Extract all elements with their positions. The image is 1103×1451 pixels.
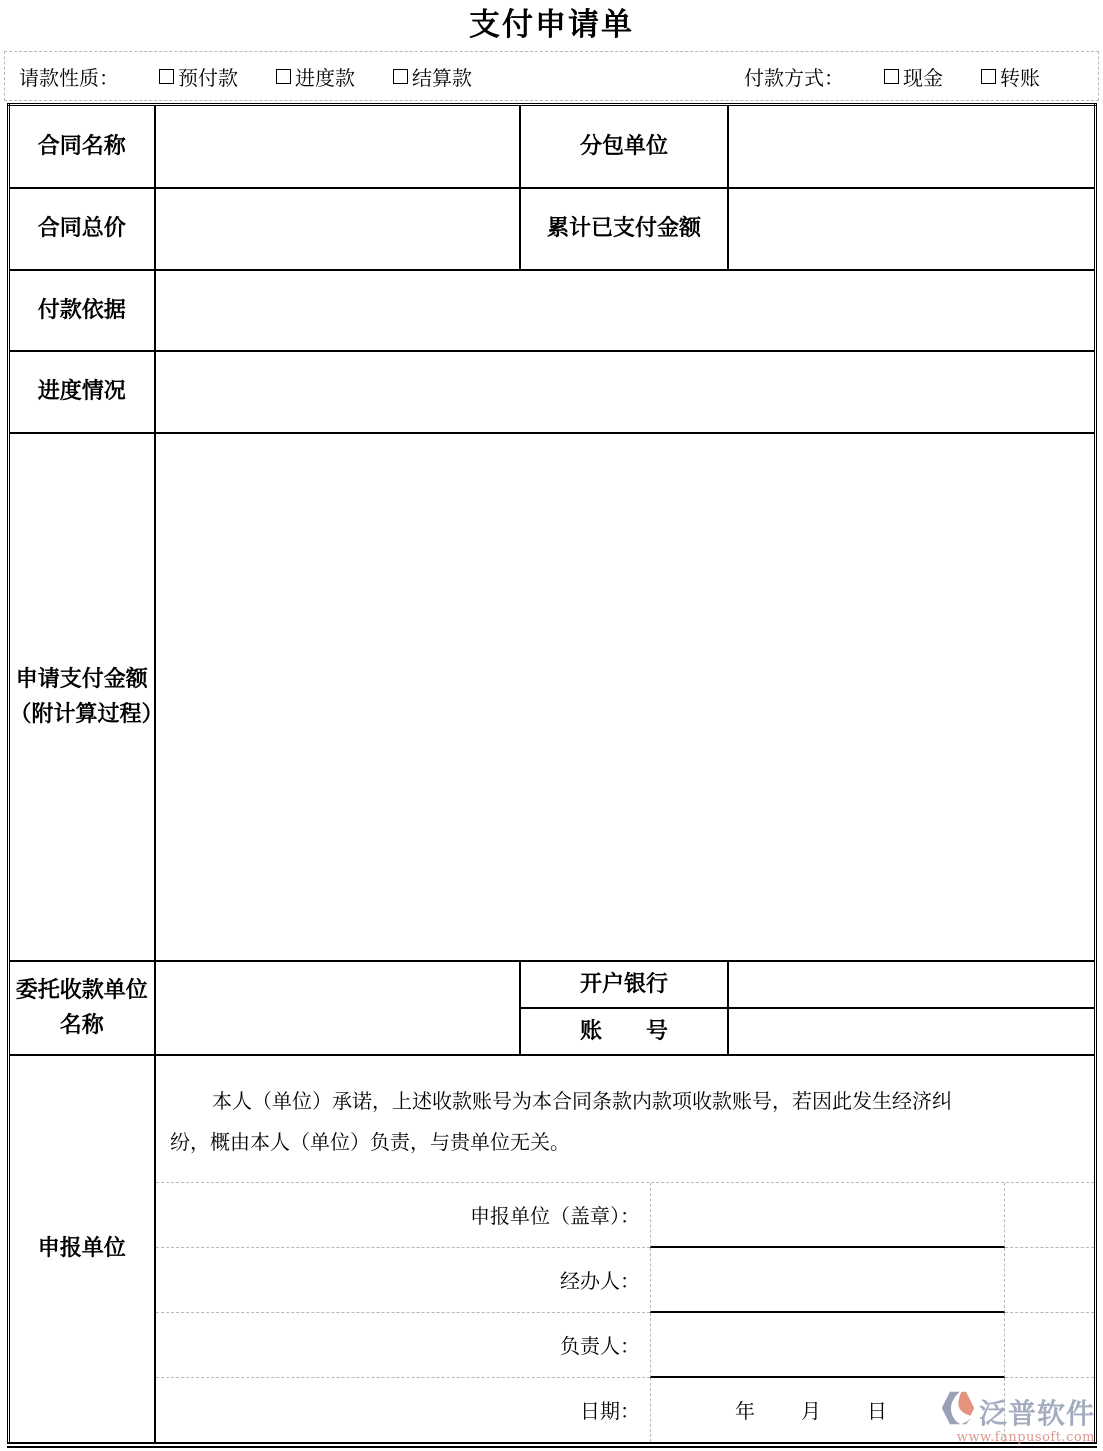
- date-label: 日期：: [580, 1399, 640, 1423]
- table-row: [8, 270, 1095, 351]
- requested-amount-field[interactable]: [155, 433, 1095, 961]
- payment-nature-label: 请款性质：: [19, 65, 119, 90]
- handler-row: [156, 1248, 1094, 1313]
- fanpu-hexagon-icon: [940, 1390, 976, 1430]
- declaring-unit-label: 申报单位: [8, 1055, 155, 1445]
- payment-basis-field[interactable]: [155, 270, 1095, 351]
- stamp-signature-line[interactable]: [650, 1183, 1005, 1248]
- fanpu-logo: [940, 1390, 1095, 1446]
- checkbox-header-row: [4, 51, 1099, 101]
- commitment-statement: 本人（单位）承诺，上述收款账号为本合同条款内款项收款账号，若因此发生经济纠纷，概由本人（单位）负责，与贵单位无关。: [156, 1056, 1094, 1183]
- contract-name-label: 合同名称: [8, 105, 155, 188]
- responsible-label: 负责人：: [156, 1313, 650, 1378]
- table-row: [8, 351, 1095, 433]
- checkbox-transfer-label: 转账: [1000, 65, 1040, 90]
- paid-to-date-label: 累计已支付金额: [520, 188, 728, 270]
- checkbox-cash-icon[interactable]: [884, 69, 899, 84]
- account-number-field[interactable]: [728, 1008, 1095, 1055]
- fanpu-logo-name: 泛普软件: [978, 1397, 1095, 1430]
- day-label: 日: [867, 1399, 887, 1423]
- fanpu-logo-top: [940, 1390, 1095, 1430]
- year-label: 年: [735, 1399, 755, 1423]
- payee-unit-label: 委托收款单位名称: [8, 961, 155, 1055]
- declaration-cell: [155, 1055, 1095, 1445]
- checkbox-transfer-icon[interactable]: [981, 69, 996, 84]
- checkbox-prepayment-icon[interactable]: [159, 69, 174, 84]
- handler-label: 经办人：: [156, 1248, 650, 1313]
- page-title: 支付申请单: [469, 7, 634, 43]
- subcontractor-field[interactable]: [728, 105, 1095, 188]
- checkbox-item-progress-payment[interactable]: [276, 62, 355, 91]
- stamp-label: 申报单位（盖章）：: [156, 1183, 650, 1248]
- subcontractor-label: 分包单位: [520, 105, 728, 188]
- paid-to-date-field[interactable]: [728, 188, 1095, 270]
- table-row: [8, 188, 1095, 270]
- stamp-row: [156, 1183, 1094, 1248]
- progress-status-field[interactable]: [155, 351, 1095, 433]
- payment-method-label: 付款方式：: [744, 65, 844, 90]
- requested-amount-label: 申请支付金额（附计算过程）: [8, 433, 155, 961]
- bank-field[interactable]: [728, 961, 1095, 1008]
- handler-row-spacer: [1005, 1248, 1094, 1313]
- checkbox-settlement-payment-label: 结算款: [412, 65, 472, 90]
- checkbox-item-transfer[interactable]: [981, 62, 1040, 91]
- contract-name-field[interactable]: [155, 105, 520, 188]
- responsible-row: [156, 1313, 1094, 1378]
- responsible-row-spacer: [1005, 1313, 1094, 1378]
- handler-signature-line[interactable]: [650, 1248, 1005, 1313]
- checkbox-progress-payment-icon[interactable]: [276, 69, 291, 84]
- payment-nature-group: [19, 62, 472, 91]
- contract-total-field[interactable]: [155, 188, 520, 270]
- account-number-label: 账 号: [520, 1008, 728, 1055]
- responsible-signature-line[interactable]: [650, 1313, 1005, 1378]
- checkbox-item-cash[interactable]: [884, 62, 943, 91]
- stamp-row-spacer: [1005, 1183, 1094, 1248]
- checkbox-progress-payment-label: 进度款: [295, 65, 355, 90]
- bank-label: 开户银行: [520, 961, 728, 1008]
- contract-total-label: 合同总价: [8, 188, 155, 270]
- table-row: [8, 961, 1095, 1008]
- table-row: [8, 1055, 1095, 1445]
- fanpu-logo-url[interactable]: www.fanpusoft.com: [956, 1430, 1095, 1445]
- payment-form-table: [7, 103, 1097, 1448]
- progress-status-label: 进度情况: [8, 351, 155, 433]
- checkbox-item-prepayment[interactable]: [159, 62, 238, 91]
- checkbox-item-settlement-payment[interactable]: [393, 62, 472, 91]
- checkbox-cash-label: 现金: [903, 65, 943, 90]
- month-label: 月: [801, 1399, 821, 1423]
- checkbox-prepayment-label: 预付款: [178, 65, 238, 90]
- payee-unit-field[interactable]: [155, 961, 520, 1055]
- checkbox-settlement-payment-icon[interactable]: [393, 69, 408, 84]
- table-row: [8, 105, 1095, 188]
- payment-method-group: [744, 62, 1040, 91]
- payment-basis-label: 付款依据: [8, 270, 155, 351]
- table-row: [8, 433, 1095, 961]
